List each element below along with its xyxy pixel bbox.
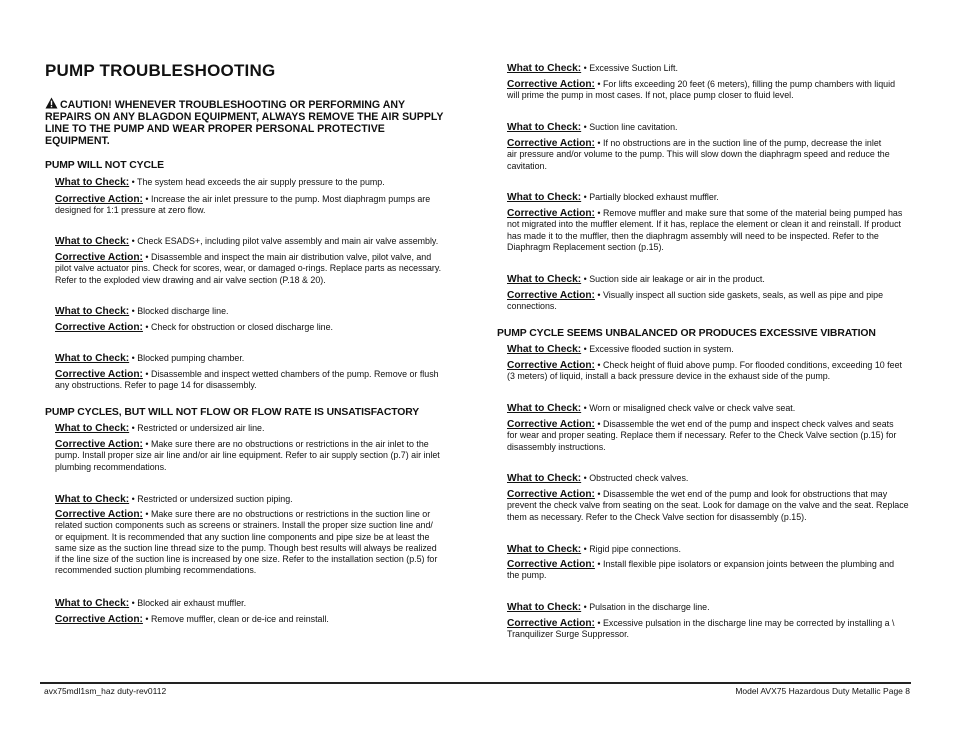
corrective-action-label: Corrective Action: xyxy=(55,194,143,205)
corrective-action-l2 xyxy=(55,252,460,286)
action-text: any obstructions. Refer to page 14 for disassembly. xyxy=(55,380,257,391)
action-line xyxy=(507,242,912,253)
check-text: • Obstructed check valves. xyxy=(583,473,689,483)
corrective-action-label: Corrective Action: xyxy=(507,419,595,430)
action-line xyxy=(507,301,912,312)
corrective-action-r5 xyxy=(507,360,912,383)
corrective-action-label: Corrective Action: xyxy=(55,614,143,625)
section-heading-unbalanced: PUMP CYCLE SEEMS UNBALANCED OR PRODUCES EXCESSIVE VIBRATION xyxy=(497,328,876,339)
action-text: or equipment. It is recommended that any suction line components and pipe size be at least the xyxy=(55,531,430,542)
corrective-action-l3 xyxy=(55,322,460,333)
action-text: • Increase the air inlet pressure to the pump. Most diaphragm pumps are xyxy=(145,194,431,204)
corrective-action-l4 xyxy=(55,369,460,392)
what-to-check-r7 xyxy=(507,473,688,484)
action-text: not migrated into the muffler element. If it has, replace the element or clean it and reinstall. If product xyxy=(507,219,901,230)
action-line xyxy=(507,419,912,430)
corrective-action-r1 xyxy=(507,79,912,102)
what-to-check-label: What to Check: xyxy=(507,473,582,484)
check-text: • Worn or misaligned check valve or check valve seat. xyxy=(583,403,796,413)
action-line xyxy=(55,462,460,473)
corrective-action-r4 xyxy=(507,290,912,313)
corrective-action-r9 xyxy=(507,618,912,641)
what-to-check-label: What to Check: xyxy=(507,122,582,133)
what-to-check-label: What to Check: xyxy=(55,423,130,434)
action-line xyxy=(55,322,460,333)
corrective-action-label: Corrective Action: xyxy=(55,252,143,263)
action-text: pump. Install proper size air line and/or air line equipment. Refer to air supply section (p.7) air inlet xyxy=(55,450,440,461)
corrective-action-l6 xyxy=(55,509,460,577)
action-line xyxy=(55,369,460,380)
page-title: PUMP TROUBLESHOOTING xyxy=(45,61,276,80)
action-text: designed for 1:1 pressure at zero flow. xyxy=(55,205,206,216)
caution-notice xyxy=(45,97,445,147)
warning-icon xyxy=(45,97,58,109)
action-text: same size as the suction line thread size to the pump. Though best results will always be realized xyxy=(55,542,437,553)
action-text: • Disassemble and inspect the main air distribution valve, pilot valve, and xyxy=(145,252,432,262)
what-to-check-label: What to Check: xyxy=(507,192,582,203)
action-text: recommended suction plumbing recommendations. xyxy=(55,565,257,576)
action-text: pilot valve actuator pins. Check for scores, wear, or damaged o-rings. Replace parts as necessary. xyxy=(55,263,442,274)
what-to-check-label: What to Check: xyxy=(55,177,130,188)
action-text: plumbing recommendations. xyxy=(55,461,167,472)
action-line xyxy=(55,554,460,565)
what-to-check-l3 xyxy=(55,306,228,317)
what-to-check-label: What to Check: xyxy=(55,353,130,364)
check-text: • Suction line cavitation. xyxy=(583,122,678,132)
what-to-check-label: What to Check: xyxy=(507,63,582,74)
corrective-action-r7 xyxy=(507,489,912,523)
action-text: • Disassemble the wet end of the pump and look for obstructions that may xyxy=(597,489,888,499)
corrective-action-label: Corrective Action: xyxy=(55,369,143,380)
action-line xyxy=(55,205,460,216)
action-text: • If no obstructions are in the suction line of the pump, decrease the inlet xyxy=(597,138,882,148)
what-to-check-l6 xyxy=(55,494,293,505)
action-text: them as necessary. Refer to the Check Valve section for disassembly (p.15). xyxy=(507,511,807,522)
check-text: • Pulsation in the discharge line. xyxy=(583,602,710,612)
corrective-action-label: Corrective Action: xyxy=(55,509,143,520)
check-text: • Excessive flooded suction in system. xyxy=(583,344,734,354)
what-to-check-label: What to Check: xyxy=(507,344,582,355)
what-to-check-label: What to Check: xyxy=(55,598,130,609)
action-line xyxy=(507,559,912,570)
action-line xyxy=(55,194,460,205)
action-text: • Disassemble the wet end of the pump and inspect check valves and seats xyxy=(597,419,894,429)
action-text: • Install flexible pipe isolators or expansion joints between the plumbing and xyxy=(597,559,895,569)
what-to-check-r1 xyxy=(507,63,678,74)
action-text: Diaphragm Replacement section (p.15). xyxy=(507,241,664,252)
action-line xyxy=(507,371,912,382)
check-text: • Restricted or undersized suction piping. xyxy=(131,494,293,504)
check-text: • Blocked pumping chamber. xyxy=(131,353,245,363)
action-line xyxy=(55,565,460,576)
action-line xyxy=(55,380,460,391)
what-to-check-label: What to Check: xyxy=(507,403,582,414)
what-to-check-label: What to Check: xyxy=(55,494,130,505)
action-text: related suction components such as screens or strainers. Install the proper size suction line and/ xyxy=(55,520,433,531)
action-text: has made it to the muffler, then the diaphragm assembly will need to be inspected. Refer to the xyxy=(507,230,879,241)
corrective-action-r2 xyxy=(507,138,912,172)
action-text: • Visually inspect all suction side gaskets, seals, as well as pipe and pipe xyxy=(597,290,884,300)
what-to-check-r2 xyxy=(507,122,678,133)
corrective-action-label: Corrective Action: xyxy=(55,439,143,450)
action-line xyxy=(507,208,912,219)
action-text: • For lifts exceeding 20 feet (6 meters), filling the pump chambers with liquid xyxy=(597,79,896,89)
action-text: • Remove muffler, clean or de-ice and reinstall. xyxy=(145,614,329,624)
what-to-check-label: What to Check: xyxy=(507,274,582,285)
what-to-check-r6 xyxy=(507,403,795,414)
action-line xyxy=(507,231,912,242)
what-to-check-label: What to Check: xyxy=(507,544,582,555)
action-text: • Disassemble and inspect wetted chambers of the pump. Remove or flush xyxy=(145,369,439,379)
action-text: • Remove muffler and make sure that some of the material being pumped has xyxy=(597,208,903,218)
action-line xyxy=(55,263,460,274)
footer-doc-id: avx75mdl1sm_haz duty-rev0112 xyxy=(44,686,167,696)
what-to-check-r8 xyxy=(507,544,681,555)
what-to-check-l7 xyxy=(55,598,246,609)
check-text: • Excessive Suction Lift. xyxy=(583,63,678,73)
action-text: the pump. xyxy=(507,570,547,581)
action-text: disassembly instructions. xyxy=(507,441,606,452)
action-text: connections. xyxy=(507,301,557,312)
corrective-action-label: Corrective Action: xyxy=(507,208,595,219)
check-text: • Blocked air exhaust muffler. xyxy=(131,598,247,608)
corrective-action-label: Corrective Action: xyxy=(507,559,595,570)
what-to-check-l4 xyxy=(55,353,244,364)
what-to-check-l1 xyxy=(55,177,385,188)
action-line xyxy=(507,149,912,160)
what-to-check-r9 xyxy=(507,602,710,613)
action-line xyxy=(507,629,912,640)
what-to-check-label: What to Check: xyxy=(507,602,582,613)
check-text: • Suction side air leakage or air in the product. xyxy=(583,274,765,284)
action-text: air pressure and/or volume to the pump. This will slow down the diaphragm speed and reduce the xyxy=(507,149,890,160)
corrective-action-r6 xyxy=(507,419,912,453)
corrective-action-label: Corrective Action: xyxy=(507,79,595,90)
corrective-action-label: Corrective Action: xyxy=(507,290,595,301)
action-text: • Check for obstruction or closed discharge line. xyxy=(145,322,334,332)
section-heading-not-cycle: PUMP WILL NOT CYCLE xyxy=(45,160,164,171)
what-to-check-l5 xyxy=(55,423,264,434)
corrective-action-l7 xyxy=(55,614,460,625)
check-text: • Rigid pipe connections. xyxy=(583,544,681,554)
action-text: for wear and proper seating. Replace them if necessary. Refer to the Check Valve section (p.15) for xyxy=(507,430,897,441)
action-line xyxy=(55,252,460,263)
corrective-action-label: Corrective Action: xyxy=(507,360,595,371)
what-to-check-r3 xyxy=(507,192,719,203)
action-text: prevent the check valve from seating on the seat. Look for damage on the valve and the seat. Replace xyxy=(507,500,909,511)
action-line xyxy=(55,543,460,554)
action-line xyxy=(507,570,912,581)
action-line xyxy=(55,275,460,286)
corrective-action-r8 xyxy=(507,559,912,582)
action-text: Refer to the exploded view drawing and air valve section (P.18 & 20). xyxy=(55,274,326,285)
action-line xyxy=(507,290,912,301)
corrective-action-label: Corrective Action: xyxy=(55,322,143,333)
action-line xyxy=(507,161,912,172)
check-text: • Restricted or undersized air line. xyxy=(131,423,265,433)
what-to-check-l2 xyxy=(55,236,438,247)
footer-divider xyxy=(40,682,911,684)
corrective-action-l1 xyxy=(55,194,460,217)
action-line xyxy=(507,512,912,523)
action-text: (3 meters) of liquid, install a back pressure device in the exhaust side of the pump. xyxy=(507,371,831,382)
corrective-action-label: Corrective Action: xyxy=(507,138,595,149)
action-text: will prime the pump in most cases. If not, place pump closer to fluid level. xyxy=(507,90,794,101)
action-line xyxy=(507,430,912,441)
action-line xyxy=(55,520,460,531)
footer-page-label: Model AVX75 Hazardous Duty Metallic Page 8 xyxy=(735,686,910,696)
action-line xyxy=(507,360,912,371)
caution-text: CAUTION! WHENEVER TROUBLESHOOTING OR PERFORMING ANY REPAIRS ON ANY BLAGDON EQUIPMENT, ALWAYS REMOVE THE AIR SUPPLY LINE TO THE PUMP AND WEAR PROPER PERSONAL PROTECTIVE EQUIPMENT. xyxy=(45,99,444,147)
action-text: cavitation. xyxy=(507,160,547,171)
corrective-action-label: Corrective Action: xyxy=(507,489,595,500)
action-line xyxy=(507,500,912,511)
action-line xyxy=(507,489,912,500)
action-line xyxy=(507,79,912,90)
corrective-action-label: Corrective Action: xyxy=(507,618,595,629)
what-to-check-r5 xyxy=(507,344,734,355)
action-line xyxy=(507,138,912,149)
action-text: • Make sure there are no obstructions or restrictions in the air inlet to the xyxy=(145,439,429,449)
action-text: Tranquilizer Surge Suppressor. xyxy=(507,629,630,640)
check-text: • The system head exceeds the air supply pressure to the pump. xyxy=(131,177,385,187)
corrective-action-l5 xyxy=(55,439,460,473)
action-text: • Make sure there are no obstructions or restrictions in the suction line or xyxy=(145,509,431,519)
action-text: if the line size of the suction line is increased by one size. Refer to the installation section (p.5) for xyxy=(55,554,438,565)
action-line xyxy=(507,90,912,101)
check-text: • Partially blocked exhaust muffler. xyxy=(583,192,719,202)
action-line xyxy=(507,618,912,629)
action-line xyxy=(55,614,460,625)
action-line xyxy=(507,442,912,453)
check-text: • Blocked discharge line. xyxy=(131,306,229,316)
action-line xyxy=(55,509,460,520)
what-to-check-label: What to Check: xyxy=(55,306,130,317)
action-line xyxy=(507,219,912,230)
section-heading-no-flow: PUMP CYCLES, BUT WILL NOT FLOW OR FLOW RATE IS UNSATISFACTORY xyxy=(45,407,420,418)
action-line xyxy=(55,532,460,543)
action-line xyxy=(55,450,460,461)
check-text: • Check ESADS+, including pilot valve assembly and main air valve assembly. xyxy=(131,236,439,246)
action-text: • Check height of fluid above pump. For flooded conditions, exceeding 10 feet xyxy=(597,360,902,370)
what-to-check-r4 xyxy=(507,274,765,285)
corrective-action-r3 xyxy=(507,208,912,253)
action-line xyxy=(55,439,460,450)
what-to-check-label: What to Check: xyxy=(55,236,130,247)
action-text: • Excessive pulsation in the discharge line may be corrected by installing a \ xyxy=(597,618,895,628)
